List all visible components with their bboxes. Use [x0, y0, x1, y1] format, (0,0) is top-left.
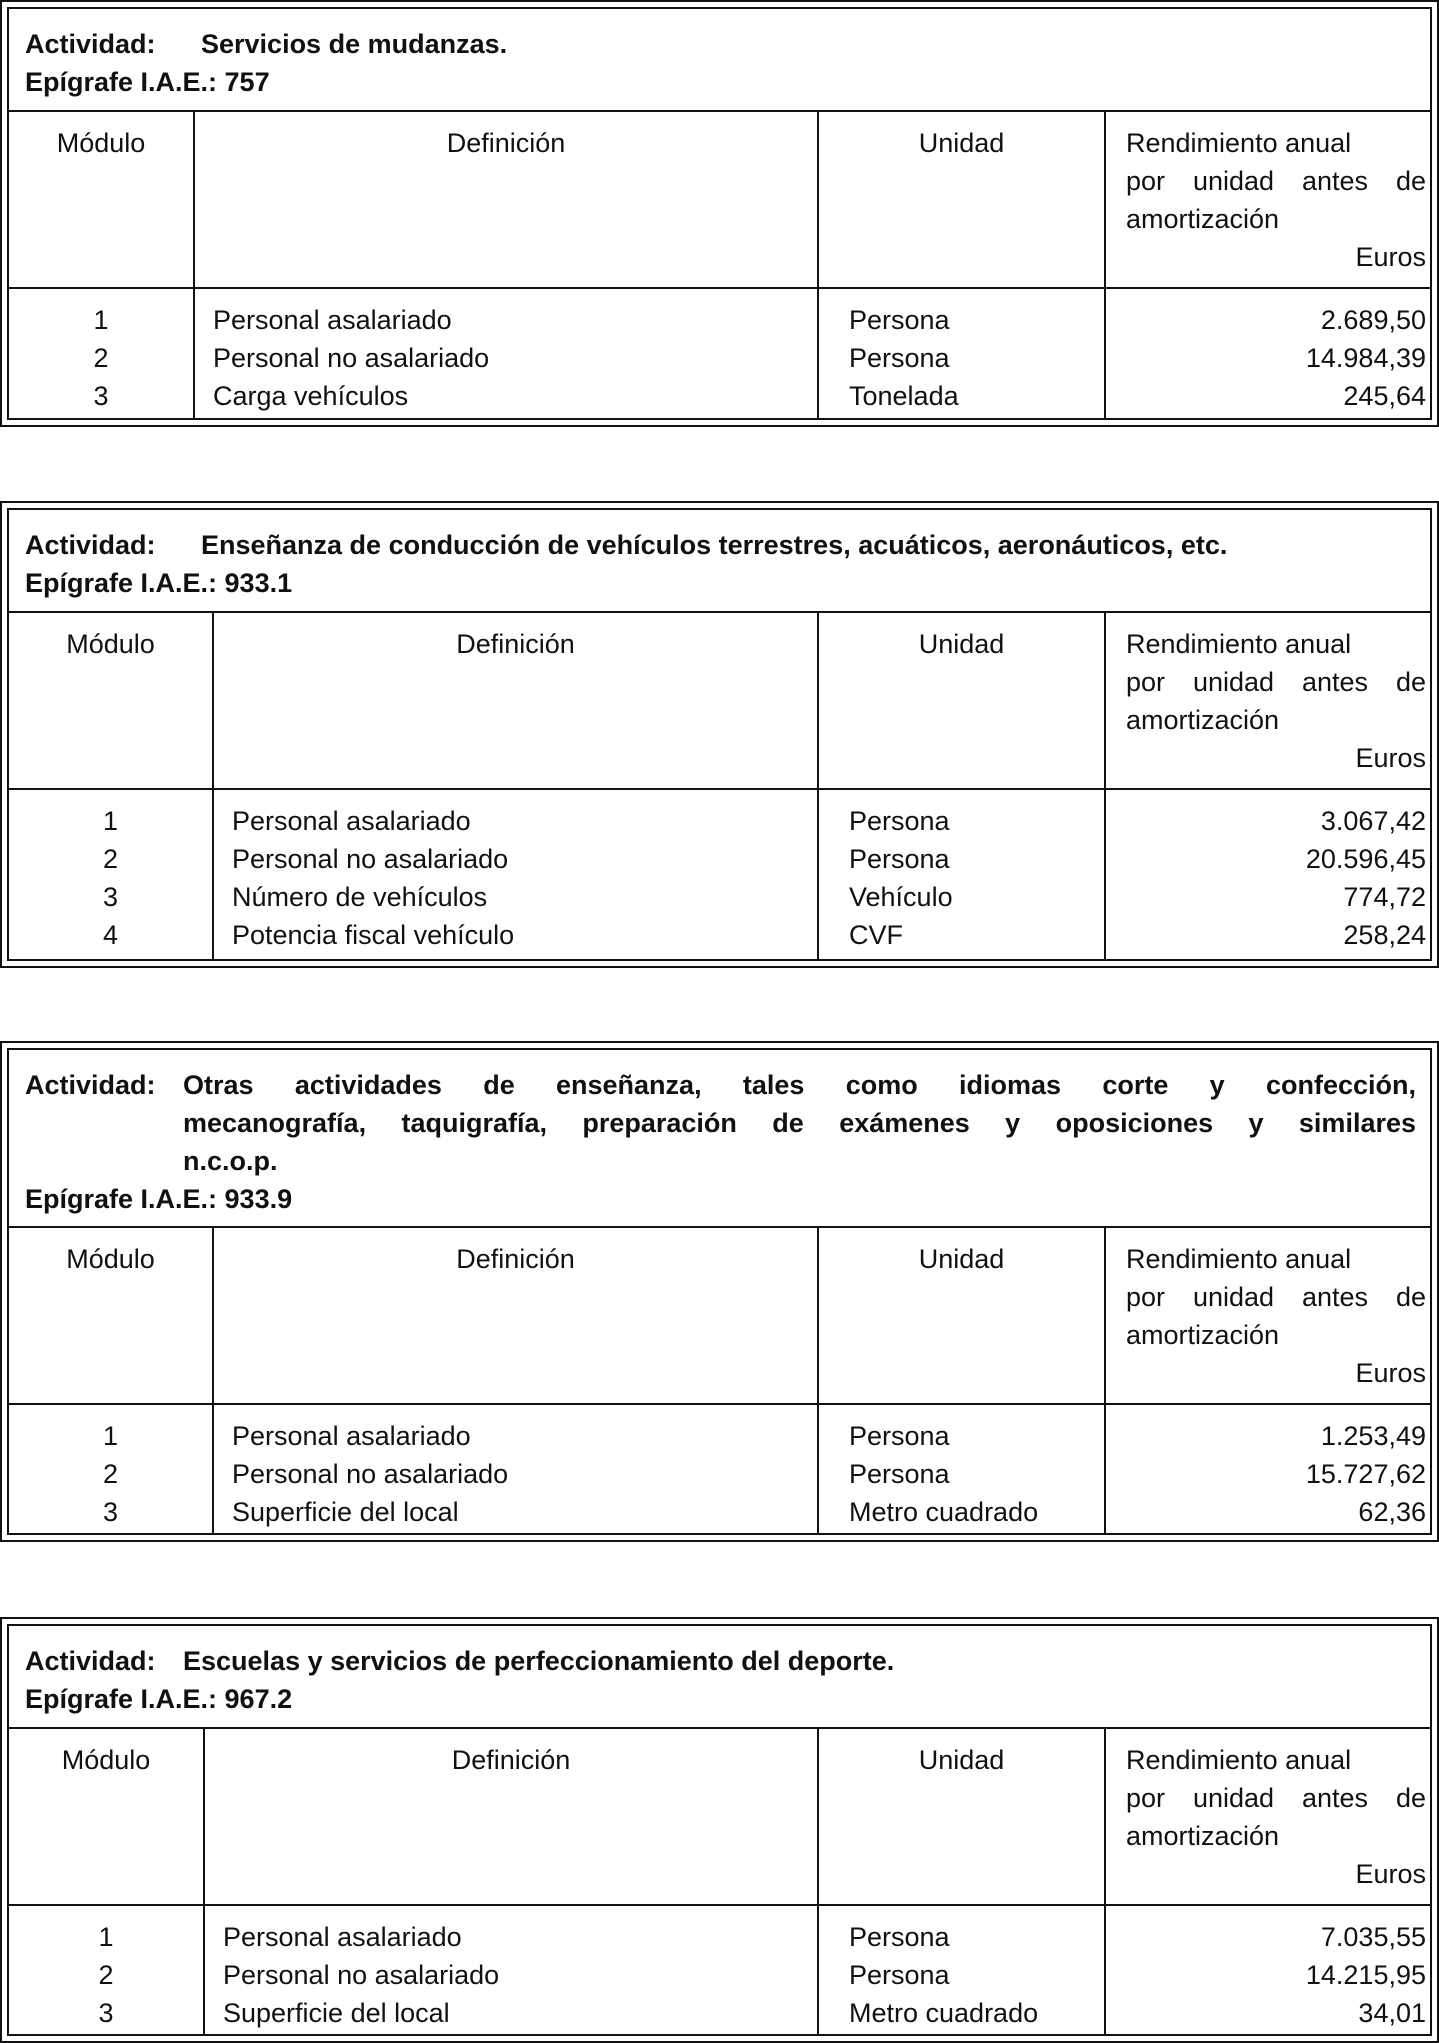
table-row — [9, 840, 1430, 878]
row-definicion: Personal no asalariado — [213, 343, 490, 373]
row-num: 3 — [102, 1497, 119, 1527]
table-grid — [9, 1729, 1430, 2034]
row-valor: 2.689,50 — [1320, 305, 1426, 335]
actividad-line1: Otras actividades de enseñanza, tales como idiomas corte y confección, — [183, 1070, 1416, 1100]
header-rendimiento — [1126, 625, 1426, 777]
row-num: 2 — [102, 1459, 119, 1489]
header-rendimiento-line2: por unidad antes de — [1126, 1783, 1426, 1813]
table-row — [9, 301, 1430, 339]
row-definicion: Superficie del local — [223, 1998, 450, 2028]
table-frame — [0, 0, 1439, 427]
header-rendimiento-unit: Euros — [1355, 1859, 1426, 1889]
table-967-2 — [0, 1617, 1439, 2043]
table-frame — [0, 501, 1439, 968]
row-definicion: Superficie del local — [232, 1497, 459, 1527]
table-inner — [7, 1048, 1432, 1535]
row-num: 2 — [93, 343, 109, 373]
header-rendimiento — [1126, 1240, 1426, 1392]
row-valor: 774,72 — [1343, 882, 1426, 912]
table-row — [9, 1493, 1430, 1531]
table-row — [9, 916, 1430, 954]
row-num: 3 — [93, 381, 109, 411]
header-definicion: Definición — [451, 1745, 571, 1775]
actividad — [25, 1066, 1416, 1180]
header-definicion: Definición — [456, 629, 575, 659]
row-valor: 3.067,42 — [1320, 806, 1426, 836]
header-rendimiento-line1: Rendimiento anual — [1126, 1244, 1352, 1274]
table-frame — [0, 1617, 1439, 2043]
actividad-line3: n.c.o.p. — [183, 1146, 278, 1176]
epigrafe: Epígrafe I.A.E.: 757 — [25, 67, 270, 97]
row-valor: 34,01 — [1358, 1998, 1426, 2028]
row-definicion: Personal asalariado — [223, 1922, 462, 1952]
actividad-label: Actividad: — [25, 1070, 156, 1100]
actividad-label: Actividad: — [25, 1646, 156, 1676]
row-valor: 258,24 — [1343, 920, 1426, 950]
row-num: 3 — [98, 1998, 114, 2028]
row-num: 1 — [102, 1421, 119, 1451]
row-definicion: Personal no asalariado — [232, 1459, 509, 1489]
row-definicion: Personal no asalariado — [223, 1960, 500, 1990]
table-heading — [9, 1626, 1430, 1729]
table-row — [9, 1918, 1430, 1956]
header-modulo: Módulo — [61, 1745, 151, 1775]
header-rendimiento-unit: Euros — [1355, 743, 1426, 773]
row-definicion: Personal asalariado — [232, 1421, 471, 1451]
actividad — [25, 526, 1416, 564]
header-modulo: Módulo — [66, 1244, 155, 1274]
row-valor: 14.984,39 — [1305, 343, 1426, 373]
table-inner — [7, 1624, 1432, 2036]
row-definicion: Número de vehículos — [232, 882, 488, 912]
table-row — [9, 1994, 1430, 2032]
header-rendimiento-unit: Euros — [1355, 242, 1426, 272]
actividad — [25, 25, 1416, 63]
header-rendimiento-line2: por unidad antes de — [1126, 667, 1426, 697]
row-valor: 1.253,49 — [1320, 1421, 1426, 1451]
epigrafe: Epígrafe I.A.E.: 933.9 — [25, 1184, 293, 1214]
row-unidad: Metro cuadrado — [849, 1497, 1039, 1527]
row-unidad: Persona — [849, 1922, 950, 1952]
header-unidad: Unidad — [918, 1745, 1005, 1775]
table-inner — [7, 7, 1432, 420]
row-valor: 14.215,95 — [1305, 1960, 1426, 1990]
actividad-text — [183, 1066, 1416, 1180]
row-num: 2 — [98, 1960, 114, 1990]
row-unidad: Persona — [849, 305, 950, 335]
row-unidad: Tonelada — [849, 381, 959, 411]
table-heading — [9, 1050, 1430, 1228]
header-unidad: Unidad — [918, 128, 1005, 158]
row-num: 4 — [102, 920, 119, 950]
row-unidad: Metro cuadrado — [849, 1998, 1039, 2028]
header-unidad: Unidad — [918, 629, 1005, 659]
row-valor: 7.035,55 — [1320, 1922, 1426, 1952]
header-rendimiento — [1126, 124, 1426, 276]
row-unidad: Vehículo — [849, 882, 953, 912]
header-rendimiento-line3: amortización — [1126, 705, 1280, 735]
row-definicion: Personal no asalariado — [232, 844, 509, 874]
actividad-text: Servicios de mudanzas. — [201, 29, 508, 59]
row-num: 1 — [98, 1922, 114, 1952]
actividad-text: Enseñanza de conducción de vehículos terrestres, acuáticos, aeronáuticos, etc. — [201, 530, 1228, 560]
row-unidad: Persona — [849, 1960, 950, 1990]
row-unidad: Persona — [849, 1459, 950, 1489]
header-rendimiento-line3: amortización — [1126, 204, 1280, 234]
table-933-9 — [0, 1041, 1439, 1542]
header-rendimiento-line3: amortización — [1126, 1821, 1280, 1851]
row-unidad: Persona — [849, 806, 950, 836]
actividad-label: Actividad: — [25, 29, 156, 59]
table-row — [9, 377, 1430, 415]
row-valor: 245,64 — [1343, 381, 1426, 411]
epigrafe: Epígrafe I.A.E.: 967.2 — [25, 1684, 293, 1714]
table-frame — [0, 1041, 1439, 1542]
table-grid — [9, 1228, 1430, 1533]
table-grid — [9, 613, 1430, 959]
table-row — [9, 878, 1430, 916]
actividad — [25, 1642, 1416, 1680]
row-valor: 15.727,62 — [1305, 1459, 1426, 1489]
row-valor: 20.596,45 — [1305, 844, 1426, 874]
actividad-line2: mecanografía, taquigrafía, preparación de exámenes y oposiciones y similares — [183, 1108, 1416, 1138]
table-row — [9, 1417, 1430, 1455]
header-unidad: Unidad — [918, 1244, 1005, 1274]
header-definicion: Definición — [456, 1244, 575, 1274]
header-rendimiento-line2: por unidad antes de — [1126, 166, 1426, 196]
row-unidad: CVF — [849, 920, 903, 950]
row-definicion: Carga vehículos — [213, 381, 409, 411]
header-rendimiento-line1: Rendimiento anual — [1126, 629, 1352, 659]
actividad-text: Escuelas y servicios de perfeccionamiento del deporte. — [183, 1646, 895, 1676]
actividad-label: Actividad: — [25, 530, 156, 560]
table-grid — [9, 112, 1430, 418]
epigrafe: Epígrafe I.A.E.: 933.1 — [25, 568, 293, 598]
row-definicion: Potencia fiscal vehículo — [232, 920, 515, 950]
row-unidad: Persona — [849, 1421, 950, 1451]
header-rendimiento-line3: amortización — [1126, 1320, 1280, 1350]
table-933-1 — [0, 501, 1439, 968]
table-row — [9, 802, 1430, 840]
header-rendimiento-line1: Rendimiento anual — [1126, 128, 1352, 158]
row-num: 3 — [102, 882, 119, 912]
table-heading — [9, 510, 1430, 613]
table-inner — [7, 508, 1432, 961]
header-definicion: Definición — [446, 128, 566, 158]
row-definicion: Personal asalariado — [213, 305, 452, 335]
row-definicion: Personal asalariado — [232, 806, 471, 836]
table-row — [9, 339, 1430, 377]
row-num: 1 — [102, 806, 119, 836]
table-heading — [9, 9, 1430, 112]
header-rendimiento — [1126, 1741, 1426, 1893]
table-row — [9, 1455, 1430, 1493]
header-rendimiento-line2: por unidad antes de — [1126, 1282, 1426, 1312]
row-unidad: Persona — [849, 844, 950, 874]
row-valor: 62,36 — [1358, 1497, 1426, 1527]
header-rendimiento-unit: Euros — [1355, 1358, 1426, 1388]
row-unidad: Persona — [849, 343, 950, 373]
table-row — [9, 1956, 1430, 1994]
header-modulo: Módulo — [56, 128, 146, 158]
row-num: 2 — [102, 844, 119, 874]
header-rendimiento-line1: Rendimiento anual — [1126, 1745, 1352, 1775]
row-num: 1 — [93, 305, 109, 335]
table-757 — [0, 0, 1439, 427]
header-modulo: Módulo — [66, 629, 155, 659]
